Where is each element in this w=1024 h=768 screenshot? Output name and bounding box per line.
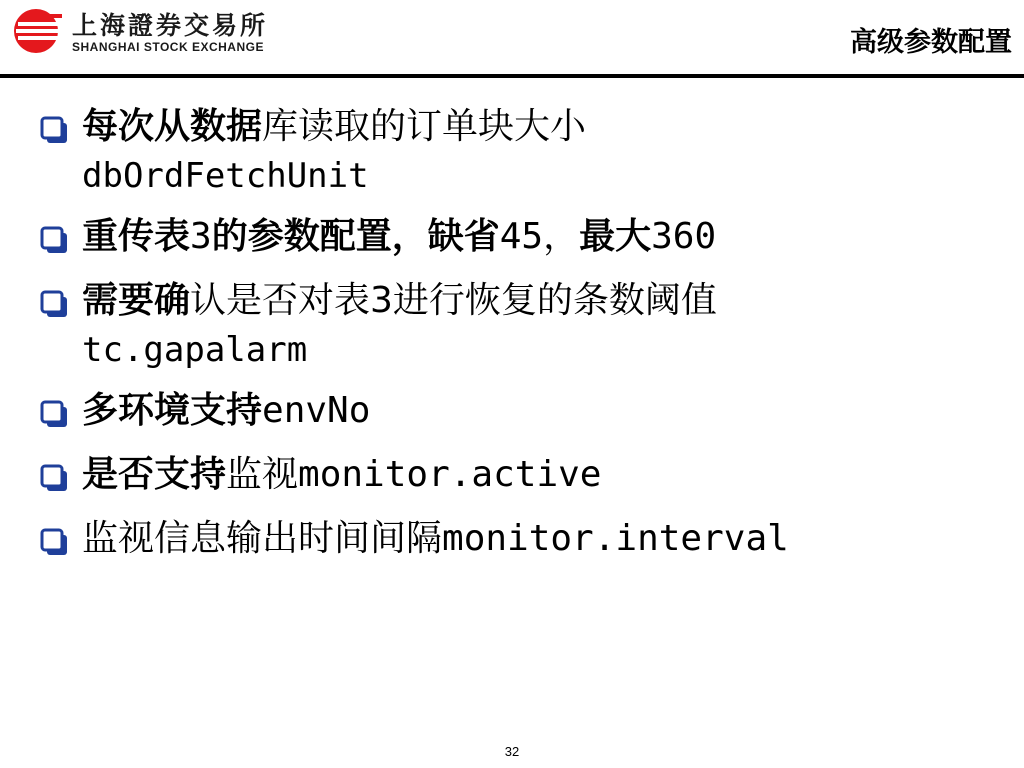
bullet-item <box>40 450 1010 500</box>
hollow-square-bullet-icon <box>40 226 70 254</box>
bullet-text <box>82 386 1010 436</box>
bullet-text-part: 的参数配置，缺省 <box>211 216 500 257</box>
parameter-name: envNo <box>262 390 371 431</box>
bullet-text <box>82 450 1010 500</box>
hollow-square-bullet-icon <box>40 528 70 556</box>
bullet-bold-text: 是否支持 <box>82 454 227 495</box>
slide-title: 高级参数配置 <box>850 27 1012 58</box>
hollow-square-bullet-icon <box>40 464 70 492</box>
bullet-text <box>82 514 1010 564</box>
sse-logo-mark-icon <box>12 8 66 54</box>
bullet-item <box>40 212 1010 262</box>
bullet-text <box>82 102 1010 152</box>
bullet-normal-text: 认是否对表3进行恢复的条数阈值 <box>190 280 717 321</box>
page-number: 32 <box>504 744 520 759</box>
hollow-square-bullet-icon <box>40 400 70 428</box>
bullet-item <box>40 102 1010 198</box>
logo-english-name: SHANGHAI STOCK EXCHANGE <box>72 40 264 54</box>
slide-header <box>0 0 1024 80</box>
hollow-square-bullet-icon <box>40 290 70 318</box>
parameter-name: monitor.interval <box>442 518 789 559</box>
bullet-bold-text: 需要确 <box>82 280 191 321</box>
bullet-text-part: 360 <box>651 216 717 257</box>
bullet-list <box>40 102 1010 578</box>
parameter-name: tc.gapalarm <box>82 330 308 370</box>
bullet-normal-text: 监视信息输出时间间隔 <box>82 518 443 559</box>
bullet-normal-text: 监视 <box>226 454 299 495</box>
header-divider <box>0 74 1024 78</box>
bullet-text-part: 重传表 <box>82 216 191 257</box>
bullet-item <box>40 386 1010 436</box>
logo-chinese-name: 上海證券交易所 <box>72 11 269 40</box>
bullet-text <box>82 276 1010 326</box>
parameter-name: dbOrdFetchUnit <box>82 156 369 196</box>
bullet-normal-text: 库读取的订单块大小 <box>262 106 587 147</box>
bullet-text-part: 3 <box>190 216 212 257</box>
bullet-text <box>82 212 1010 262</box>
bullet-item <box>40 514 1010 564</box>
parameter-name: monitor.active <box>298 454 602 495</box>
bullet-text-part: 45， <box>499 216 580 257</box>
bullet-bold-text: 每次从数据 <box>82 106 263 147</box>
hollow-square-bullet-icon <box>40 116 70 144</box>
bullet-bold-text: 多环境支持 <box>82 390 263 431</box>
bullet-text-part: 最大 <box>579 216 652 257</box>
sse-logo <box>10 6 270 56</box>
bullet-item <box>40 276 1010 372</box>
